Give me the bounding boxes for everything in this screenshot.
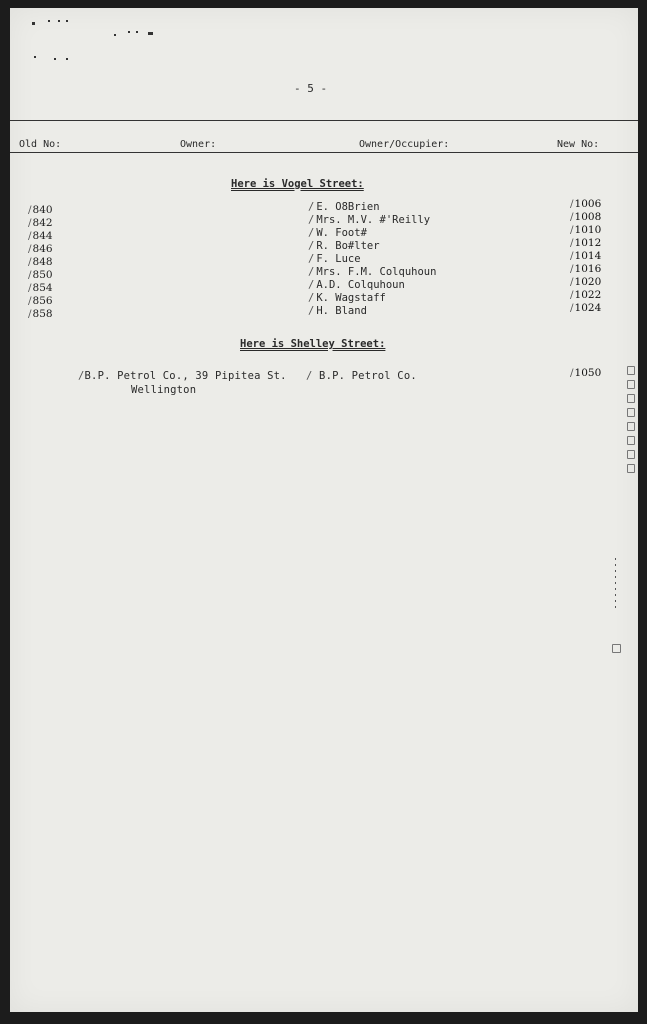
page-number: - 5 - bbox=[294, 82, 328, 95]
new-number: / 1024 bbox=[570, 302, 601, 314]
occupier-name: / Mrs. M.V. #'Reilly bbox=[308, 214, 430, 226]
old-number: / 848 bbox=[28, 256, 53, 268]
stray-mark bbox=[114, 34, 116, 36]
owner-address: /B.P. Petrol Co., 39 Pipitea St. bbox=[78, 370, 287, 382]
occupier-name: / R. Bo#lter bbox=[308, 240, 380, 252]
margin-tick-box bbox=[627, 394, 635, 403]
margin-tick-box bbox=[627, 380, 635, 389]
margin-tick-box bbox=[627, 436, 635, 445]
stray-mark bbox=[66, 20, 68, 22]
stray-mark bbox=[54, 58, 56, 60]
occupier-name: / B.P. Petrol Co. bbox=[306, 370, 417, 382]
owner-line-2: Wellington bbox=[131, 384, 197, 396]
old-number: / 854 bbox=[28, 282, 53, 294]
new-number: / 1006 bbox=[570, 198, 601, 210]
old-number: / 856 bbox=[28, 295, 53, 307]
stray-mark bbox=[136, 31, 138, 33]
stray-mark bbox=[66, 58, 68, 60]
occupier-name: / W. Foot# bbox=[308, 227, 367, 239]
new-number: / 1016 bbox=[570, 263, 601, 275]
occupier-name: / Mrs. F.M. Colquhoun bbox=[308, 266, 436, 278]
margin-tick-box bbox=[627, 366, 635, 375]
new-number: / 1022 bbox=[570, 289, 601, 301]
occupier-text: B.P. Petrol Co. bbox=[319, 370, 417, 382]
document-page bbox=[10, 8, 638, 1012]
occupier-name: / A.D. Colquhoun bbox=[308, 279, 405, 291]
margin-tick-box bbox=[627, 450, 635, 459]
stray-mark bbox=[32, 22, 35, 25]
column-new-no: New No: bbox=[557, 139, 600, 150]
old-number: / 842 bbox=[28, 217, 53, 229]
old-number: / 840 bbox=[28, 204, 53, 216]
occupier-name: / K. Wagstaff bbox=[308, 292, 386, 304]
shelley-street-heading: Here is Shelley Street: bbox=[240, 338, 386, 350]
stray-mark bbox=[128, 31, 130, 33]
new-number: / 1014 bbox=[570, 250, 601, 262]
old-number: / 858 bbox=[28, 308, 53, 320]
margin-tick-box bbox=[627, 422, 635, 431]
occupier-name: / H. Bland bbox=[308, 305, 367, 317]
new-number: / 1012 bbox=[570, 237, 601, 249]
new-number: / 1050 bbox=[570, 367, 601, 379]
column-owner: Owner: bbox=[180, 139, 217, 150]
new-number: / 1010 bbox=[570, 224, 601, 236]
stray-mark bbox=[58, 20, 60, 22]
margin-tick-box bbox=[612, 644, 621, 653]
occupier-name: / F. Luce bbox=[308, 253, 361, 265]
new-number: / 1008 bbox=[570, 211, 601, 223]
owner-line-1: B.P. Petrol Co., 39 Pipitea St. bbox=[84, 370, 287, 382]
column-owner-occupier: Owner/Occupier: bbox=[359, 139, 450, 150]
header-rule-bottom bbox=[10, 152, 638, 153]
stray-mark bbox=[34, 56, 36, 58]
stray-mark bbox=[148, 32, 153, 35]
margin-tick-box bbox=[627, 464, 635, 473]
occupier-name: / E. O8Brien bbox=[308, 201, 380, 213]
margin-tick-box bbox=[627, 408, 635, 417]
old-number: / 844 bbox=[28, 230, 53, 242]
new-number: / 1020 bbox=[570, 276, 601, 288]
old-number: / 850 bbox=[28, 269, 53, 281]
margin-dotted-line bbox=[615, 558, 616, 610]
header-rule-top bbox=[10, 120, 638, 121]
vogel-street-heading: Here is Vogel Street: bbox=[231, 178, 364, 190]
column-old-no: Old No: bbox=[19, 139, 62, 150]
old-number: / 846 bbox=[28, 243, 53, 255]
stray-mark bbox=[48, 20, 50, 22]
